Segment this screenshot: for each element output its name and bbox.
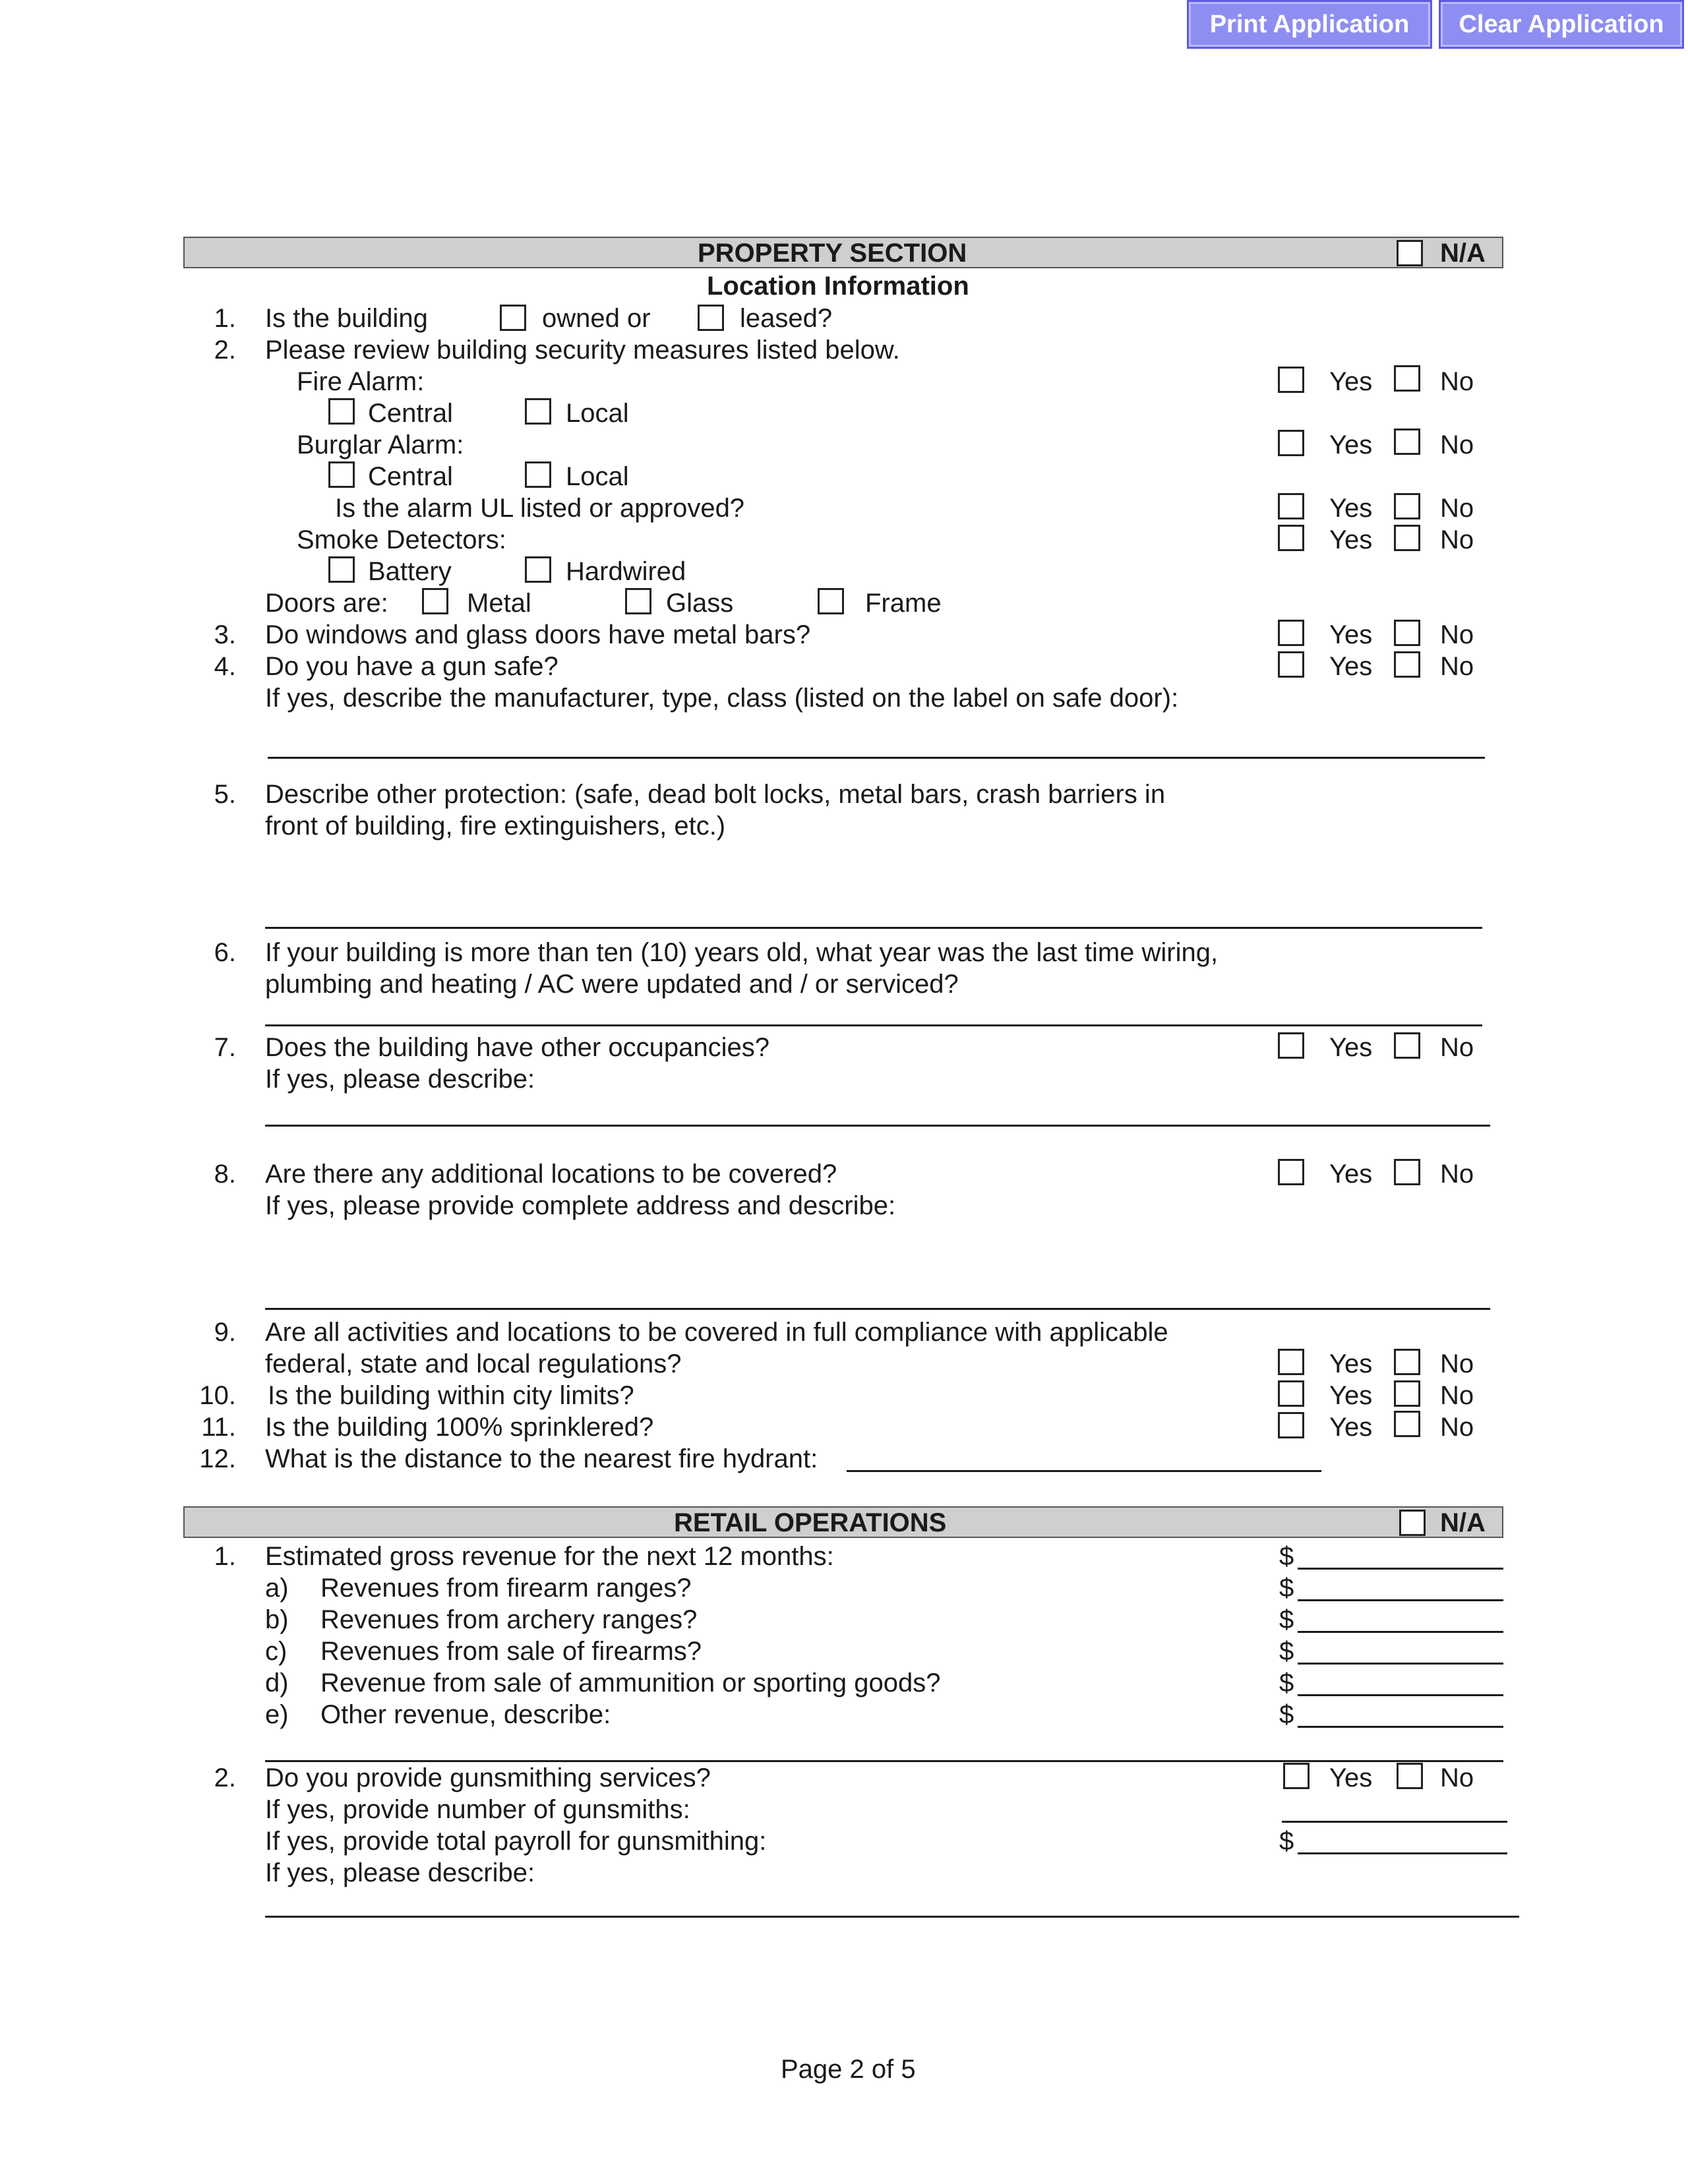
yes-label: Yes <box>1329 494 1373 523</box>
q7-answer-line[interactable] <box>265 1125 1490 1127</box>
no-label: No <box>1440 1033 1474 1062</box>
leased-checkbox[interactable] <box>698 305 724 331</box>
ul-listed-no-checkbox[interactable] <box>1394 493 1420 519</box>
q7-text: Does the building have other occupancies? <box>265 1033 769 1062</box>
dollar-sign: $ <box>1279 1637 1294 1666</box>
yes-label: Yes <box>1329 620 1373 649</box>
gunsmithing-describe-label: If yes, please describe: <box>265 1858 535 1887</box>
retail-q2-number: 2. <box>214 1763 236 1792</box>
no-label: No <box>1440 525 1474 554</box>
burglar-alarm-central-checkbox[interactable] <box>328 461 355 488</box>
doors-frame-label: Frame <box>865 589 942 618</box>
retail-q2-text: Do you provide gunsmithing services? <box>265 1763 711 1792</box>
q8-answer-line[interactable] <box>265 1308 1490 1310</box>
smoke-yes-checkbox[interactable] <box>1278 525 1304 551</box>
fire-alarm-local-label: Local <box>566 399 629 428</box>
retail-item-letter: d) <box>265 1668 289 1697</box>
property-na-checkbox[interactable] <box>1397 240 1423 266</box>
retail-operations-header <box>183 1506 1503 1538</box>
no-label: No <box>1440 1381 1474 1410</box>
yes-label: Yes <box>1329 1349 1373 1378</box>
print-application-button[interactable]: Print Application <box>1187 0 1432 49</box>
smoke-no-checkbox[interactable] <box>1394 525 1420 551</box>
q1-text: Is the building <box>265 304 428 333</box>
burglar-alarm-local-label: Local <box>566 462 629 491</box>
fire-alarm-central-label: Central <box>368 399 453 428</box>
doors-metal-checkbox[interactable] <box>422 588 448 614</box>
page-number: Page 2 of 5 <box>781 2055 916 2084</box>
q3-yes-checkbox[interactable] <box>1278 620 1304 646</box>
property-section-header <box>183 237 1503 268</box>
yes-label: Yes <box>1329 1763 1373 1792</box>
retail-item-letter: e) <box>265 1700 289 1729</box>
q5-line2: front of building, fire extinguishers, etc.) <box>265 812 726 841</box>
no-label: No <box>1440 494 1474 523</box>
q9-line2: federal, state and local regulations? <box>265 1349 682 1378</box>
yes-label: Yes <box>1329 525 1373 554</box>
yes-label: Yes <box>1329 1413 1373 1442</box>
burglar-alarm-central-label: Central <box>368 462 453 491</box>
gross-revenue-line[interactable] <box>1298 1568 1503 1570</box>
q8-number: 8. <box>214 1160 236 1189</box>
retail-q1-number: 1. <box>214 1542 236 1571</box>
q7-yes-checkbox[interactable] <box>1278 1032 1304 1059</box>
q3-text: Do windows and glass doors have metal bars? <box>265 620 811 649</box>
dollar-sign: $ <box>1279 1605 1294 1634</box>
smoke-detectors-label: Smoke Detectors: <box>297 525 506 554</box>
gunsmiths-count-line[interactable] <box>1282 1821 1507 1823</box>
ul-listed-question: Is the alarm UL listed or approved? <box>335 494 745 523</box>
q8-no-checkbox[interactable] <box>1394 1159 1420 1185</box>
ammunition-revenue-line[interactable] <box>1298 1694 1503 1696</box>
yes-label: Yes <box>1329 652 1373 681</box>
burglar-alarm-label: Burglar Alarm: <box>297 430 464 459</box>
no-label: No <box>1440 1413 1474 1442</box>
q9-yes-checkbox[interactable] <box>1278 1349 1304 1375</box>
retail-item-letter: a) <box>265 1574 289 1603</box>
yes-label: Yes <box>1329 367 1373 396</box>
q12-number: 12. <box>199 1444 236 1473</box>
retail-item-letter: b) <box>265 1605 289 1634</box>
dollar-sign: $ <box>1279 1700 1294 1729</box>
retail-na-label: N/A <box>1440 1508 1486 1537</box>
other-revenue-line[interactable] <box>1298 1726 1503 1728</box>
burglar-alarm-yes-checkbox[interactable] <box>1278 430 1304 456</box>
q12-text: What is the distance to the nearest fire hydrant: <box>265 1444 818 1473</box>
property-section-title: PROPERTY SECTION <box>698 239 967 268</box>
q10-number: 10. <box>199 1381 236 1410</box>
q5-line1: Describe other protection: (safe, dead bolt locks, metal bars, crash barriers in <box>265 780 1166 809</box>
fire-hydrant-distance-line[interactable] <box>847 1470 1321 1472</box>
burglar-alarm-no-checkbox[interactable] <box>1394 428 1420 455</box>
firearm-ranges-revenue-line[interactable] <box>1298 1599 1503 1601</box>
q11-text: Is the building 100% sprinklered? <box>265 1413 654 1442</box>
q8-text: Are there any additional locations to be covered? <box>265 1160 837 1189</box>
doors-glass-checkbox[interactable] <box>625 588 651 614</box>
ul-listed-yes-checkbox[interactable] <box>1278 493 1304 519</box>
archery-ranges-revenue-line[interactable] <box>1298 1631 1503 1633</box>
retail-item-text: Revenues from archery ranges? <box>320 1605 698 1634</box>
gunsmithing-payroll-line[interactable] <box>1298 1852 1507 1854</box>
gunsmithing-no-checkbox[interactable] <box>1397 1763 1423 1789</box>
q10-no-checkbox[interactable] <box>1394 1380 1420 1407</box>
retail-item-letter: c) <box>265 1637 287 1666</box>
fire-alarm-no-checkbox[interactable] <box>1394 365 1420 392</box>
no-label: No <box>1440 620 1474 649</box>
retail-item-text: Other revenue, describe: <box>320 1700 611 1729</box>
q7-number: 7. <box>214 1033 236 1062</box>
q7-subtext: If yes, please describe: <box>265 1065 535 1094</box>
clear-application-button[interactable]: Clear Application <box>1439 0 1684 49</box>
q9-line1: Are all activities and locations to be covered in full compliance with applicable <box>265 1318 1168 1347</box>
q11-yes-checkbox[interactable] <box>1278 1412 1304 1438</box>
no-label: No <box>1440 1349 1474 1378</box>
gunsmithing-yes-checkbox[interactable] <box>1283 1763 1310 1789</box>
q6-number: 6. <box>214 938 236 967</box>
retail-na-checkbox[interactable] <box>1399 1510 1426 1536</box>
q8-yes-checkbox[interactable] <box>1278 1159 1304 1185</box>
fire-alarm-local-checkbox[interactable] <box>525 398 551 425</box>
smoke-battery-checkbox[interactable] <box>328 556 355 583</box>
fire-alarm-label: Fire Alarm: <box>297 367 425 396</box>
smoke-hardwired-label: Hardwired <box>566 557 686 586</box>
retail-operations-title: RETAIL OPERATIONS <box>674 1508 947 1537</box>
fire-alarm-central-checkbox[interactable] <box>328 398 355 425</box>
no-label: No <box>1440 1763 1474 1792</box>
q6-answer-line[interactable] <box>265 1024 1482 1026</box>
yes-label: Yes <box>1329 1033 1373 1062</box>
owned-checkbox[interactable] <box>500 305 526 331</box>
property-na-label: N/A <box>1440 239 1486 268</box>
q9-number: 9. <box>214 1318 236 1347</box>
q2-text: Please review building security measures listed below. <box>265 336 900 365</box>
q4-subtext: If yes, describe the manufacturer, type, class (listed on the label on safe door): <box>265 684 1179 713</box>
q6-line1: If your building is more than ten (10) years old, what year was the last time wiring, <box>265 938 1219 967</box>
retail-q1-text: Estimated gross revenue for the next 12 months: <box>265 1542 834 1571</box>
retail-item-text: Revenues from sale of firearms? <box>320 1637 702 1666</box>
yes-label: Yes <box>1329 430 1373 459</box>
dollar-sign: $ <box>1279 1542 1294 1571</box>
retail-item-text: Revenues from firearm ranges? <box>320 1574 692 1603</box>
location-information-subtitle: Location Information <box>707 272 969 301</box>
fire-alarm-yes-checkbox[interactable] <box>1278 367 1304 393</box>
gunsmiths-count-label: If yes, provide number of gunsmiths: <box>265 1795 690 1824</box>
q4-yes-checkbox[interactable] <box>1278 651 1304 678</box>
burglar-alarm-local-checkbox[interactable] <box>525 461 551 488</box>
smoke-hardwired-checkbox[interactable] <box>525 556 551 583</box>
q10-yes-checkbox[interactable] <box>1278 1380 1304 1407</box>
firearm-sales-revenue-line[interactable] <box>1298 1663 1503 1665</box>
q10-text: Is the building within city limits? <box>268 1381 634 1410</box>
yes-label: Yes <box>1329 1381 1373 1410</box>
no-label: No <box>1440 430 1474 459</box>
smoke-battery-label: Battery <box>368 557 452 586</box>
q11-no-checkbox[interactable] <box>1394 1411 1420 1437</box>
q6-line2: plumbing and heating / AC were updated and / or serviced? <box>265 970 959 999</box>
q4-no-checkbox[interactable] <box>1394 651 1420 678</box>
no-label: No <box>1440 1160 1474 1189</box>
q1-number: 1. <box>214 304 236 333</box>
q2-number: 2. <box>214 336 236 365</box>
doors-frame-checkbox[interactable] <box>818 588 844 614</box>
retail-item-text: Revenue from sale of ammunition or sporting goods? <box>320 1668 941 1697</box>
q3-no-checkbox[interactable] <box>1394 620 1420 646</box>
no-label: No <box>1440 367 1474 396</box>
dollar-sign: $ <box>1279 1827 1294 1856</box>
doors-label: Doors are: <box>265 589 388 618</box>
q11-number: 11. <box>201 1413 236 1442</box>
q5-number: 5. <box>214 780 236 809</box>
doors-metal-label: Metal <box>467 589 531 618</box>
q4-answer-line[interactable] <box>268 757 1485 759</box>
no-label: No <box>1440 652 1474 681</box>
dollar-sign: $ <box>1279 1574 1294 1603</box>
doors-glass-label: Glass <box>666 589 734 618</box>
q3-number: 3. <box>214 620 236 649</box>
q4-number: 4. <box>214 652 236 681</box>
leased-label: leased? <box>740 304 833 333</box>
yes-label: Yes <box>1329 1160 1373 1189</box>
gunsmithing-payroll-label: If yes, provide total payroll for gunsmithing: <box>265 1827 767 1856</box>
owned-label: owned or <box>542 304 651 333</box>
gunsmithing-describe-line[interactable] <box>265 1916 1519 1918</box>
dollar-sign: $ <box>1279 1668 1294 1697</box>
q9-no-checkbox[interactable] <box>1394 1349 1420 1375</box>
q4-text: Do you have a gun safe? <box>265 652 558 681</box>
q5-answer-line[interactable] <box>265 927 1482 929</box>
q7-no-checkbox[interactable] <box>1394 1032 1420 1059</box>
q8-subtext: If yes, please provide complete address and describe: <box>265 1191 896 1220</box>
